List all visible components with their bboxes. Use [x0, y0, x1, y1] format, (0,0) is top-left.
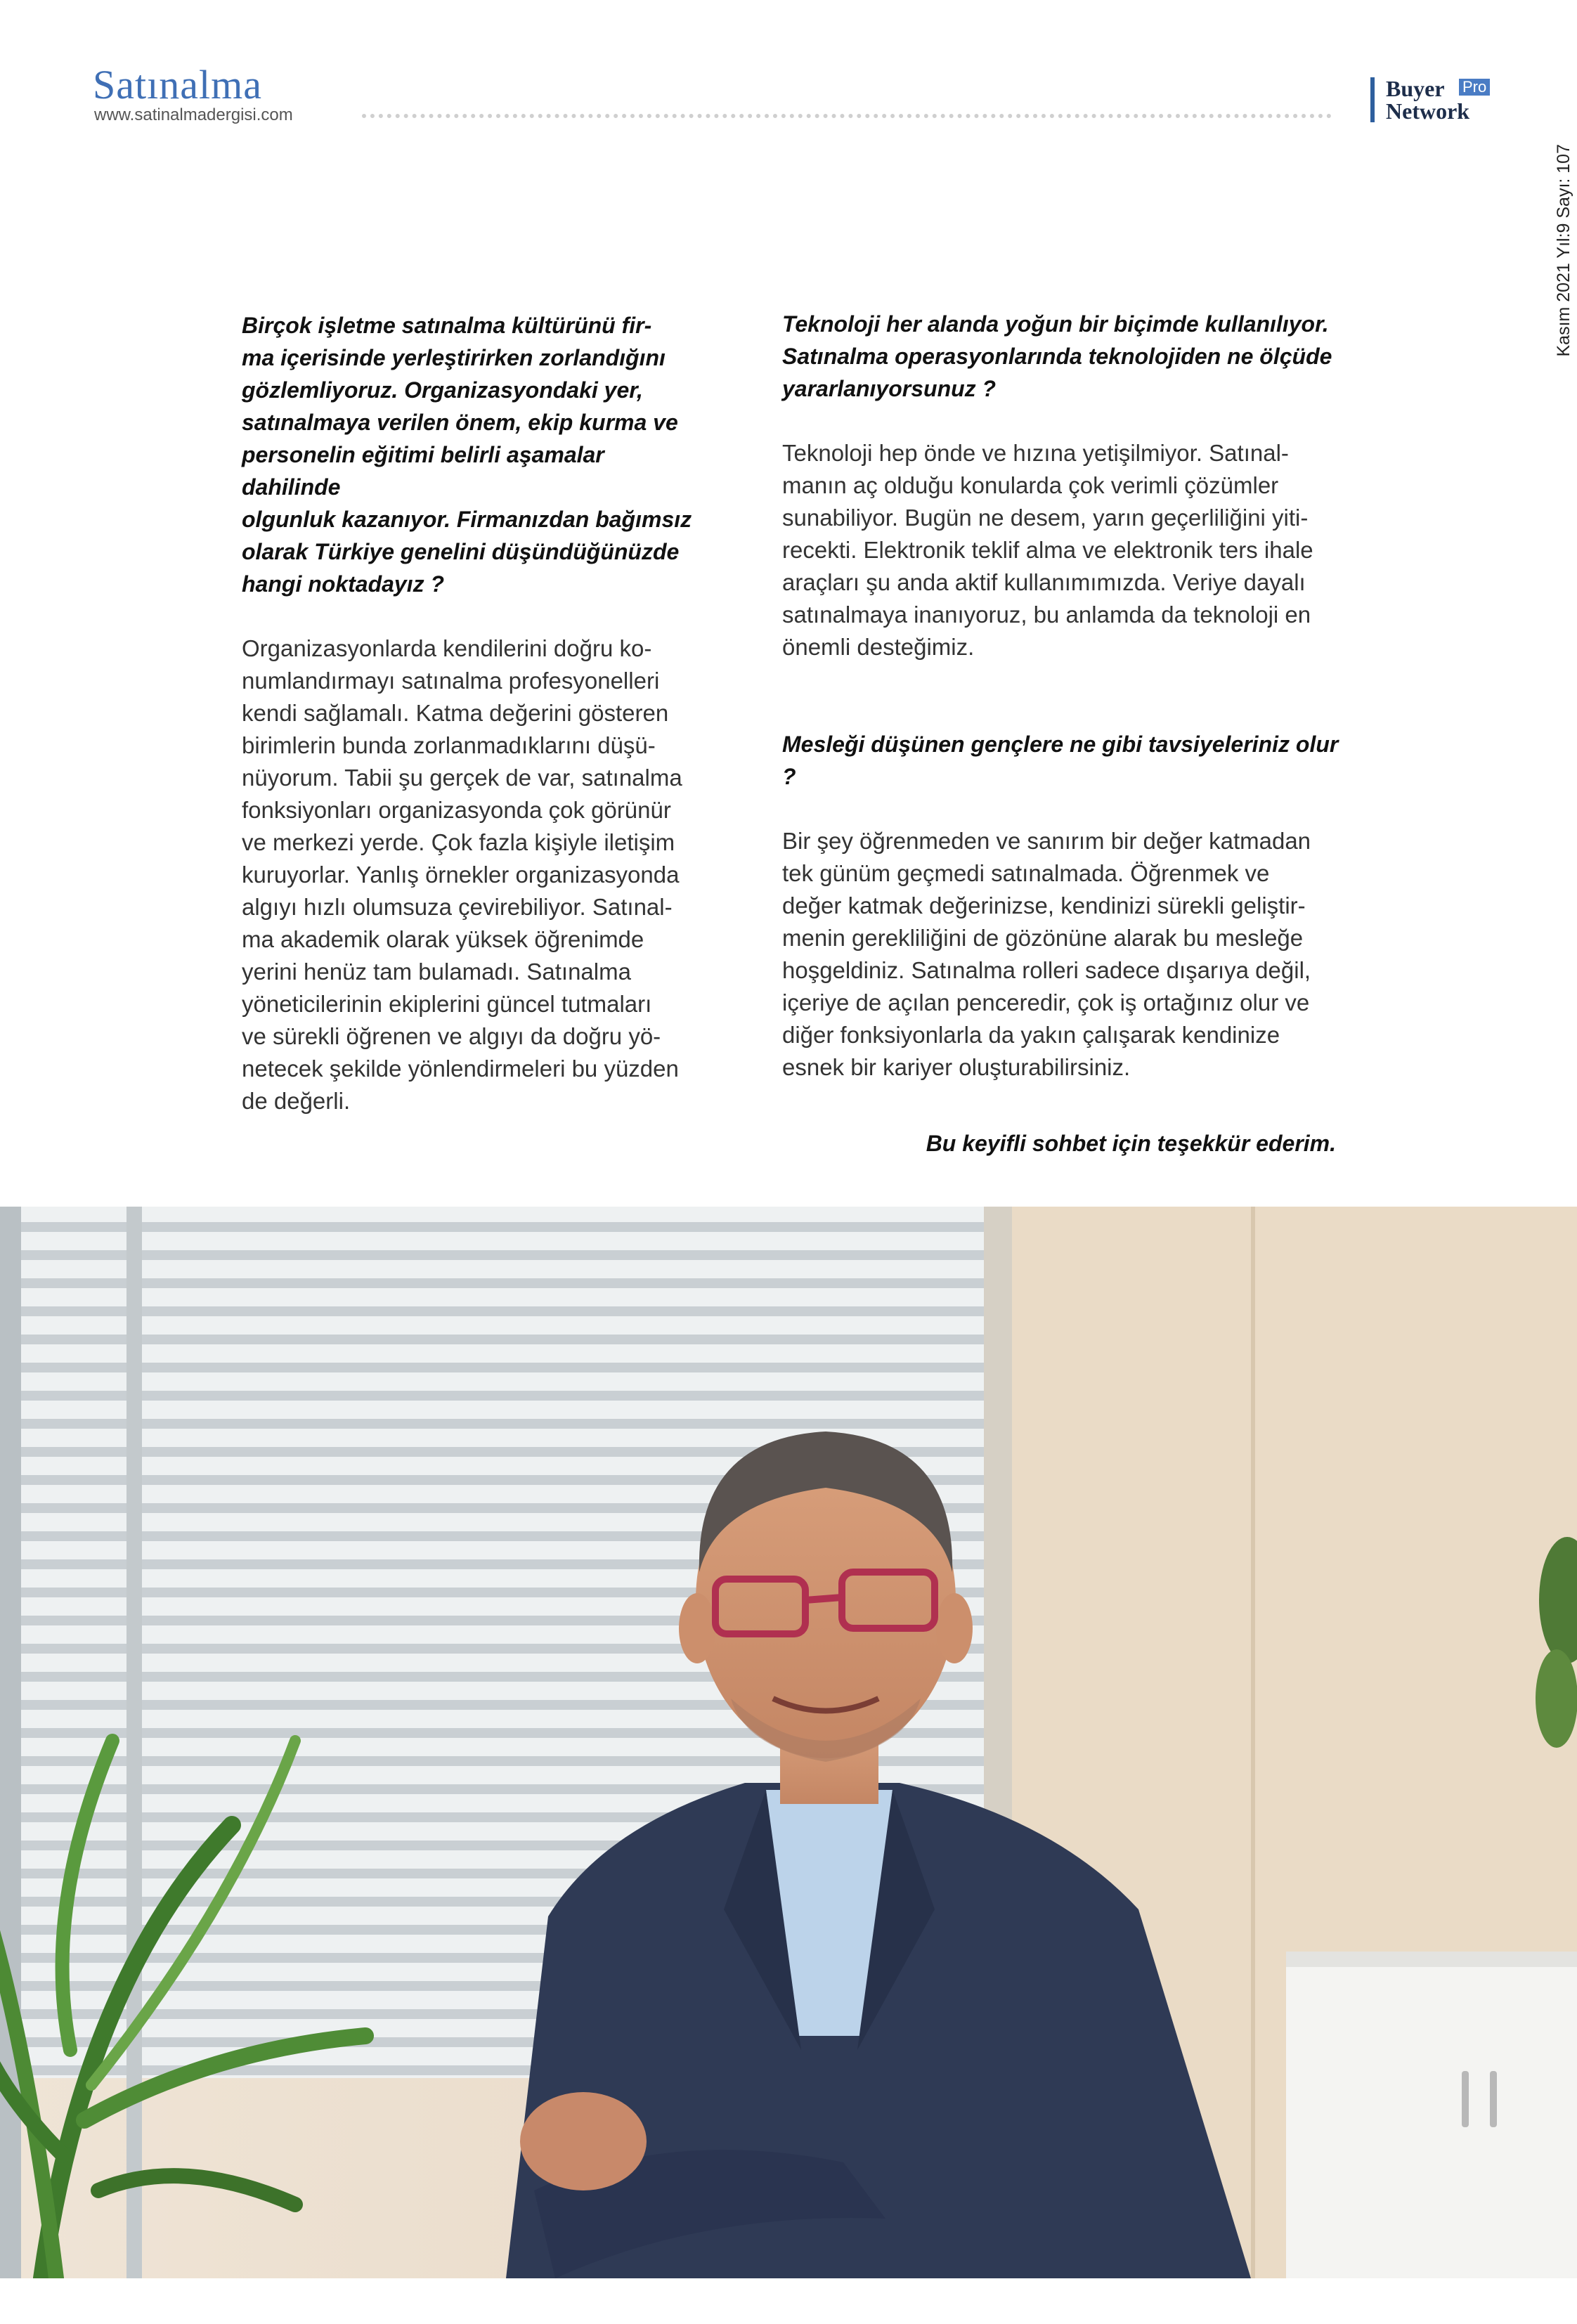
right-column	[782, 308, 1344, 1084]
hand	[520, 2092, 647, 2190]
question-2: Teknoloji her alanda yoğun bir biçimde kullanılıyor. Satınalma operasyonlarında teknolojiden ne ölçüde yararlanıyorsunuz ?	[782, 311, 1332, 401]
logo-pro-badge: Pro	[1459, 79, 1490, 96]
answer-3: Bir şey öğrenmeden ve sanırım bir değer katmadan tek günüm geçmedi satınalmada. Öğrenmek ve değer katmak değerinizse, kendinizi sürekli geliştir- menin gerekliliğini de gözönüne alarak bu mesleğe hoşgeldiniz. Satınalma rolleri sadece dışarıya değil, içeriye de açılan penceredir, çok iş ortağınız olur ve diğer fonksiyonlarla da yakın çalışarak kendinize esnek bir kariyer oluşturabilirsiniz.	[782, 828, 1311, 1080]
buyer-network-logo	[1370, 77, 1494, 122]
magazine-title: Satınalma	[93, 62, 262, 108]
issue-info: Kasım 2021 Yıl:9 Sayı: 107	[1554, 144, 1573, 357]
logo-line-1: Buyer	[1386, 76, 1445, 101]
header-divider	[362, 114, 1332, 118]
magazine-url[interactable]: www.satinalmadergisi.com	[94, 105, 293, 124]
left-column	[242, 309, 706, 1117]
portrait-photo	[0, 1207, 1577, 2278]
answer-2: Teknoloji hep önde ve hızına yetişilmiyor. Satınal- manın aç olduğu konularda çok verimli çözümler sunabiliyor. Bugün ne desem, yarın geçerliliğini yiti- recekti. Elektronik teklif alma ve elektronik ters ihale araçları şu anda aktif kullanımımızda. Veriye dayalı satınalmaya inanıyoruz, bu anlamda da teknoloji en önemli desteğimiz.	[782, 440, 1313, 660]
closing-remark: Bu keyifli sohbet için teşekkür ederim.	[926, 1131, 1336, 1156]
white-cabinet	[1286, 1952, 1577, 2278]
question-1: Birçok işletme satınalma kültürünü fir- ma içerisinde yerleştirirken zorlandığını gözlemliyoruz. Organizasyondaki yer, satınalmaya verilen önem, ekip kurma ve personelin eğitimi belirli aşamalar dahilinde olgunluk kazanıyor. Firmanızdan bağımsız olarak Türkiye genelini düşündüğünüzde hangi noktadayız ?	[242, 313, 692, 597]
question-3: Mesleği düşünen gençlere ne gibi tavsiyeleriniz olur ?	[782, 732, 1339, 789]
logo-line-2: Network	[1386, 98, 1470, 124]
answer-1: Organizasyonlarda kendilerini doğru ko- numlandırmayı satınalma profesyonelleri kendi sağlamalı. Katma değerini gösteren birimlerin bunda zorlanmadıklarını düşü- nüyorum. Tabii şu gerçek de var, satınalma fonksiyonları organizasyonda çok görünür ve merkezi yerde. Çok fazla kişiyle iletişim kuruyorlar. Yanlış örnekler organizasyonda algıyı hızlı olumsuza çevirebiliyor. Satınal- ma akademik olarak yüksek öğrenimde yerini henüz tam bulamadı. Satınalma yöneticilerinin ekiplerini güncel tutmaları ve sürekli öğrenen ve algıyı da doğru yö- netecek şekilde yönlendirmeleri bu yüzden de değerli.	[242, 635, 682, 1114]
